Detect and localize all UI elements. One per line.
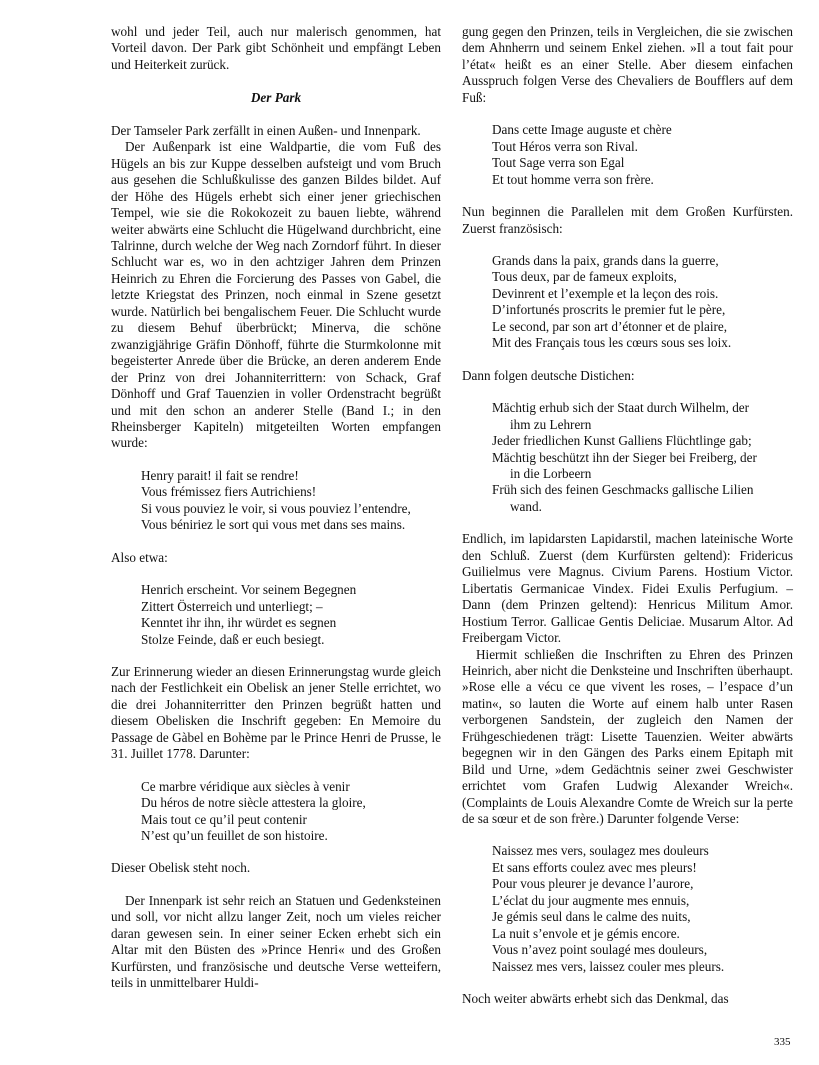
- verse-line: Mächtig erhub sich der Staat durch Wilhelm, der: [492, 400, 750, 416]
- verse-block: [492, 253, 793, 352]
- verse-line: Naissez mes vers, laissez couler mes pleurs.: [492, 958, 725, 974]
- verse-line: Si vous pouviez le voir, si vous pouviez l’entendre,: [141, 500, 411, 516]
- paragraph: Der Außenpark ist eine Waldpartie, die vom Fuß des Hügels an bis zur Kuppe desselben aufsteigt und vom Bruch aus gesehen die Schlußkulisse des ganzen Bildes bildet. Auf der Höhe des Hügels erhebt sich einer jener griechischen Tempel, wie sie die Rokokozeit zu bauen liebte, während weiter abwärts eine Schlucht die Hügelwand durchbricht, eine Talrinne, durch welche der Weg nach Zorndorf führt. In dieser Schlucht war es, wo in den achtziger Jahren dem Prinzen Heinrich zu Ehren die Forcierung des Passes von Gabel, die letzte Kriegstat des Prinzen, noch einmal in Szene gesetzt wurde. Natürlich bei bengalischem Feuer. Die Schlucht wurde zu diesem Behuf überbrückt; Minerva, die schöne zwanzigjährige Gräfin Dönhoff, führte die Sturmkolonne mit begeisterter Anrede über die Brücke, an deren anderem Ende der Prinz von drei Johanniterrittern: von Schack, Graf Dönhoff und Graf Tauenzien in voller Ordenstracht begrüßt und mit den schon an anderer Stelle (Band I.; in den Rheinsberger Kapiteln) mitgeteilten Worten empfangen wurde:: [111, 139, 441, 451]
- paragraph: Endlich, im lapidarsten Lapidarstil, machen lateinische Worte den Schluß. Zuerst (dem Kurfürsten geltend): Fridericus Guilielmus vere Magnus. Civium Parens. Hostium Victor. Libertatis Germanicae Vindex. Fidei Exulis Perfugium. – Dann (dem Prinzen geltend): Henricus Militum Amor. Hostium Terror. Gallicae Gentis Deliciae. Musarum Altor. Ad Freibergam Victor.: [462, 531, 793, 646]
- verse-line: Vous n’avez point soulagé mes douleurs,: [492, 942, 708, 958]
- verse-line: Tous deux, par de fameux exploits,: [492, 269, 677, 285]
- verse-line-continuation: in die Lorbeern: [510, 465, 592, 481]
- verse-line: La nuit s’envole et je gémis encore.: [492, 925, 680, 941]
- verse-line: Tout Héros verra son Rival.: [492, 138, 638, 154]
- verse-line: Dans cette Image auguste et chère: [492, 122, 672, 138]
- section-heading: Der Park: [250, 90, 302, 106]
- verse-line: Tout Sage verra son Egal: [492, 155, 625, 171]
- verse-line: Mit des Français tous les cœurs sous ses loix.: [492, 335, 732, 351]
- paragraph: Noch weiter abwärts erhebt sich das Denkmal, das: [462, 991, 729, 1007]
- verse-line: Du héros de notre siècle attestera la gloire,: [141, 795, 366, 811]
- paragraph: gung gegen den Prinzen, teils in Vergleichen, die sie zwischen dem Ahnherrn und seinem Enkel ziehen. »Il a tout fait pour l’état« heißt es an einer Stelle. Aber diesem einfachen Ausspruch folgen Verse des Chevaliers de Boufflers auf dem Fuß:: [462, 24, 793, 105]
- verse-block: [141, 779, 441, 845]
- paragraph: Der Innenpark ist sehr reich an Statuen und Gedenksteinen und soll, vor nicht allzu langer Zeit, noch um vieles reicher daran gewesen sein. In einer seiner Ecken erhebt sich ein Altar mit den Büsten des »Prince Henri« und des Großen Kurfürsten, und französische und deutsche Verse wetteifern, teils in unmittelbarer Huldi-: [111, 892, 441, 991]
- verse-line-continuation: ihm zu Lehrern: [510, 416, 592, 432]
- verse-line: Vous béniriez le sort qui vous met dans ses mains.: [141, 517, 406, 533]
- paragraph: Dann folgen deutsche Distichen:: [462, 367, 635, 383]
- left-column: [111, 24, 441, 992]
- verse-line: Ce marbre véridique aux siècles à venir: [141, 778, 350, 794]
- verse-line: Henry parait! il fait se rendre!: [141, 467, 299, 483]
- verse-line: D’infortunés proscrits le premier fut le père,: [492, 302, 726, 318]
- verse-line: Pour vous pleurer je devance l’aurore,: [492, 876, 694, 892]
- paragraph: Der Tamseler Park zerfällt in einen Außen- und Innenpark.: [111, 122, 421, 138]
- verse-line: Le second, par son art d’étonner et de plaire,: [492, 318, 728, 334]
- verse-line: Früh sich des feinen Geschmacks gallische Lilien: [492, 482, 754, 498]
- verse-line: L’éclat du jour augmente mes ennuis,: [492, 892, 690, 908]
- verse-line: Grands dans la paix, grands dans la guerre,: [492, 252, 719, 268]
- verse-block: [141, 468, 441, 534]
- verse-line: Je gémis seul dans le calme des nuits,: [492, 909, 691, 925]
- paragraph-intro: wohl und jeder Teil, auch nur malerisch genommen, hat Vorteil davon. Der Park gibt Schönheit und empfängt Leben und Heiterkeit zurück.: [111, 24, 441, 72]
- verse-line: Vous frémissez fiers Autrichiens!: [141, 484, 317, 500]
- verse-line: Devinrent et l’exemple et la leçon des rois.: [492, 285, 719, 301]
- verse-line: Mächtig beschützt ihn der Sieger bei Freiberg, der: [492, 449, 757, 465]
- verse-line: Et sans efforts coulez avec mes pleurs!: [492, 859, 697, 875]
- verse-line: Zittert Österreich und unterliegt; –: [141, 598, 323, 614]
- right-column: [462, 24, 793, 1008]
- verse-line: Naissez mes vers, soulagez mes douleurs: [492, 843, 709, 859]
- verse-line: Et tout homme verra son frère.: [492, 171, 654, 187]
- paragraph: Hiermit schließen die Inschriften zu Ehren des Prinzen Heinrich, aber nicht die Denksteine und Inschriften überhaupt. »Rose elle a vécu ce que vivent les roses, – l’espace d’un matin«, so lauten die Worte auf einem halb unter Rasen verborgenen Sandstein, der zugleich den Namen der Frühgeschiedenen trägt: Lisette Tauenzien. Weiter abwärts begegnen wir in den Gängen des Parks einem Epitaph mit Bild und Urne, »dem Gedächtnis seiner zwei Geschwister errichtet vom Grafen Ludwig Alexander Wreich«. (Complaints de Louis Alexandre Comte de Wreich sur la perte de sa sœur et de son frère.) Darunter folgende Verse:: [462, 646, 793, 827]
- paragraph: Nun beginnen die Parallelen mit dem Großen Kurfürsten. Zuerst französisch:: [462, 204, 793, 236]
- paragraph: Dieser Obelisk steht noch.: [111, 860, 251, 876]
- verse-block: [492, 843, 793, 975]
- page-number: 335: [774, 1036, 791, 1048]
- paragraph: Zur Erinnerung wieder an diesen Erinnerungstag wurde gleich nach der Festlichkeit ein Obelisk an jener Stelle errichtet, wo die drei Johanniterritter den Prinzen begrüßt hatten und diesem Obelisken die Inschrift gegeben: En Memoire du Passage de Gàbel en Bohème par le Prince Henri de Prusse, le 31. Juillet 1778. Darunter:: [111, 663, 441, 762]
- verse-line: Jeder friedlichen Kunst Galliens Flüchtlinge gab;: [492, 433, 752, 449]
- paragraph: Also etwa:: [111, 549, 168, 565]
- verse-line: N’est qu’un feuillet de son histoire.: [141, 828, 328, 844]
- verse-line-continuation: wand.: [510, 498, 542, 514]
- verse-line: Kenntet ihr ihn, ihr würdet es segnen: [141, 615, 337, 631]
- verse-block: [492, 122, 793, 188]
- verse-block: [141, 582, 441, 648]
- verse-line: Stolze Feinde, daß er euch besiegt.: [141, 631, 325, 647]
- verse-block: [492, 400, 793, 515]
- verse-line: Henrich erscheint. Vor seinem Begegnen: [141, 582, 357, 598]
- verse-line: Mais tout ce qu’il peut contenir: [141, 811, 307, 827]
